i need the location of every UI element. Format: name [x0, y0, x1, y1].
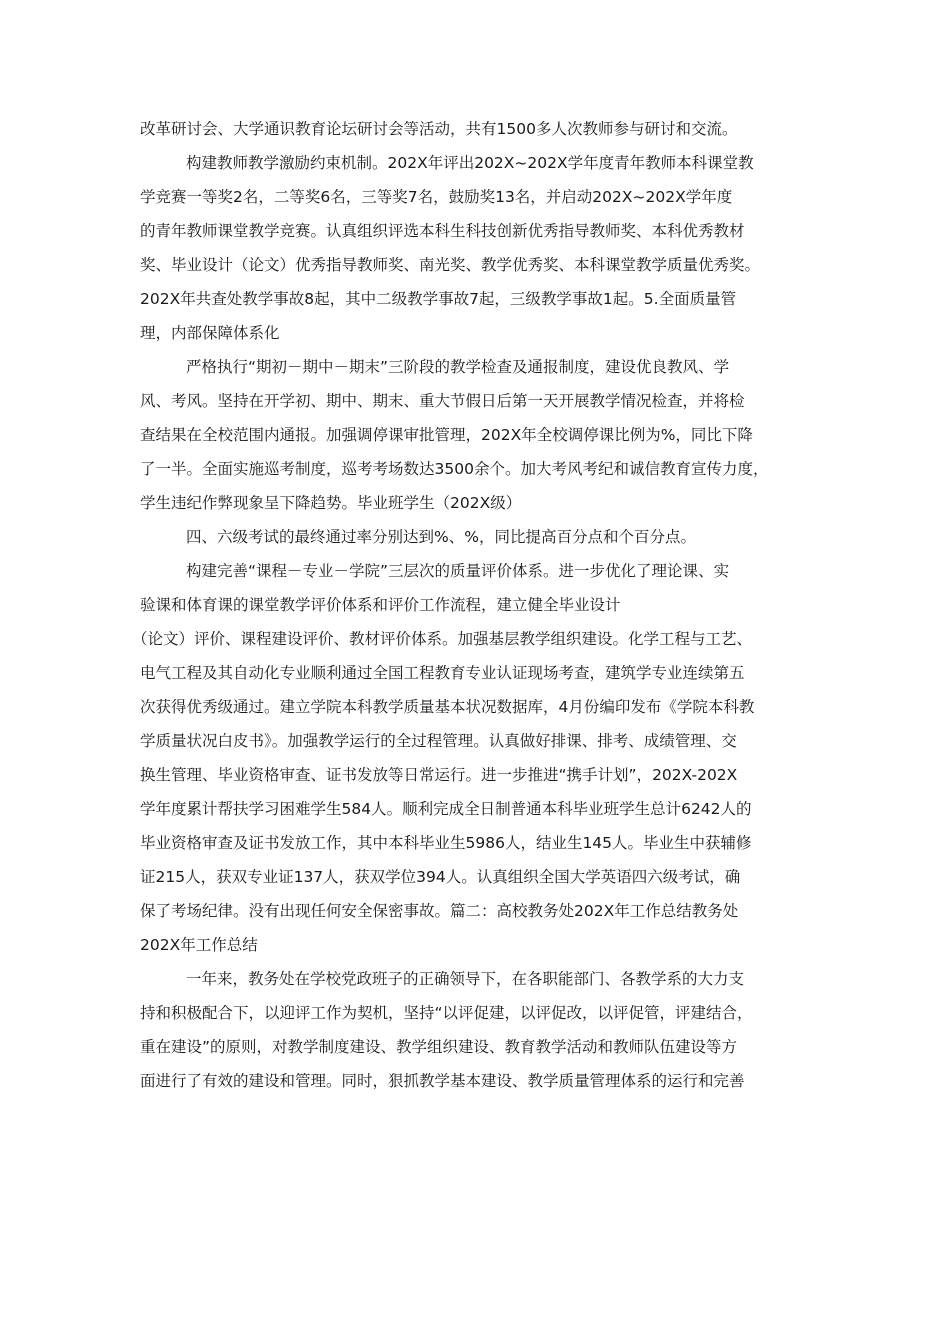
text-line: 风、考风。坚持在开学初、期中、期末、重大节假日后第一天开展教学情况检查，并将检: [140, 392, 745, 410]
paragraph-first-line: 严格执行“期初－期中－期末”三阶段的教学检查及通报制度，建设优良教风、学: [186, 358, 730, 376]
text-line: 次获得优秀级通过。建立学院本科教学质量基本状况数据库，4月份编印发布《学院本科教: [140, 698, 755, 716]
text-line: （论文）评价、课程建设评价、教材评价体系。加强基层教学组织建设。化学工程与工艺、: [132, 630, 753, 648]
text-line: 面进行了有效的建设和管理。同时，狠抓教学基本建设、教学质量管理体系的运行和完善: [140, 1072, 745, 1090]
text-line: 学竞赛一等奖2名，二等奖6名，三等奖7名，鼓励奖13名，并启动202X~202X学年度: [140, 188, 733, 206]
text-line: 保了考场纪律。没有出现任何安全保密事故。篇二：高校教务处202X年工作总结教务处: [140, 902, 739, 920]
paragraph-first-line: 四、六级考试的最终通过率分别达到%、%，同比提高百分点和个百分点。: [186, 528, 696, 546]
text-line: 毕业资格审查及证书发放工作，其中本科毕业生5986人，结业生145人。毕业生中获辅修: [140, 834, 752, 852]
paragraph-first-line: 构建教师教学激励约束机制。202X年评出202X~202X学年度青年教师本科课堂教: [186, 154, 754, 172]
text-line: 奖、毕业设计（论文）优秀指导教师奖、南光奖、教学优秀奖、本科课堂教学质量优秀奖。: [140, 256, 761, 274]
text-line: 换生管理、毕业资格审查、证书发放等日常运行。进一步推进“携手计划”，202X-202X: [140, 766, 738, 784]
text-line: 改革研讨会、大学通识教育论坛研讨会等活动，共有1500多人次教师参与研讨和交流。: [140, 120, 738, 138]
text-line: 重在建设”的原则，对教学制度建设、教学组织建设、教育教学活动和教师队伍建设等方: [140, 1038, 738, 1056]
paragraph-first-line: 构建完善“课程－专业－学院”三层次的质量评价体系。进一步优化了理论课、实: [186, 562, 730, 580]
text-line: 学年度累计帮扶学习困难学生584人。顺利完成全日制普通本科毕业班学生总计6242人的: [140, 800, 752, 818]
text-line: 验课和体育课的课堂教学评价体系和评价工作流程，建立健全毕业设计: [140, 596, 621, 614]
text-line: 的青年教师课堂教学竞赛。认真组织评选本科生科技创新优秀指导教师奖、本科优秀教材: [140, 222, 745, 240]
text-line: 电气工程及其自动化专业顺利通过全国工程教育专业认证现场考查，建筑学专业连续第五: [140, 664, 745, 682]
text-line: 理，内部保障体系化: [140, 324, 280, 342]
document-body: [132, 112, 830, 1098]
text-line: 学质量状况白皮书》。加强教学运行的全过程管理。认真做好排课、排考、成绩管理、交: [140, 732, 737, 750]
text-line: 202X年共查处教学事故8起，其中二级教学事故7起，三级教学事故1起。5.全面质量管: [140, 290, 737, 308]
text-line: 持和积极配合下，以迎评工作为契机，坚持“以评促建，以评促改，以评促管，评建结合，: [140, 1004, 753, 1022]
text-line: 证215人，获双专业证137人，获双学位394人。认真组织全国大学英语四六级考试，确: [140, 868, 741, 886]
text-line: 了一半。全面实施巡考制度，巡考考场数达3500余个。加大考风考纪和诚信教育宣传力度，: [140, 460, 769, 478]
text-line: 202X年工作总结: [140, 936, 258, 954]
paragraph-first-line: 一年来，教务处在学校党政班子的正确领导下，在各职能部门、各教学系的大力支: [186, 970, 745, 988]
text-line: 学生违纪作弊现象呈下降趋势。毕业班学生（202X级）: [140, 494, 522, 512]
text-line: 查结果在全校范围内通报。加强调停课审批管理，202X年全校调停课比例为%，同比下降: [140, 426, 753, 444]
